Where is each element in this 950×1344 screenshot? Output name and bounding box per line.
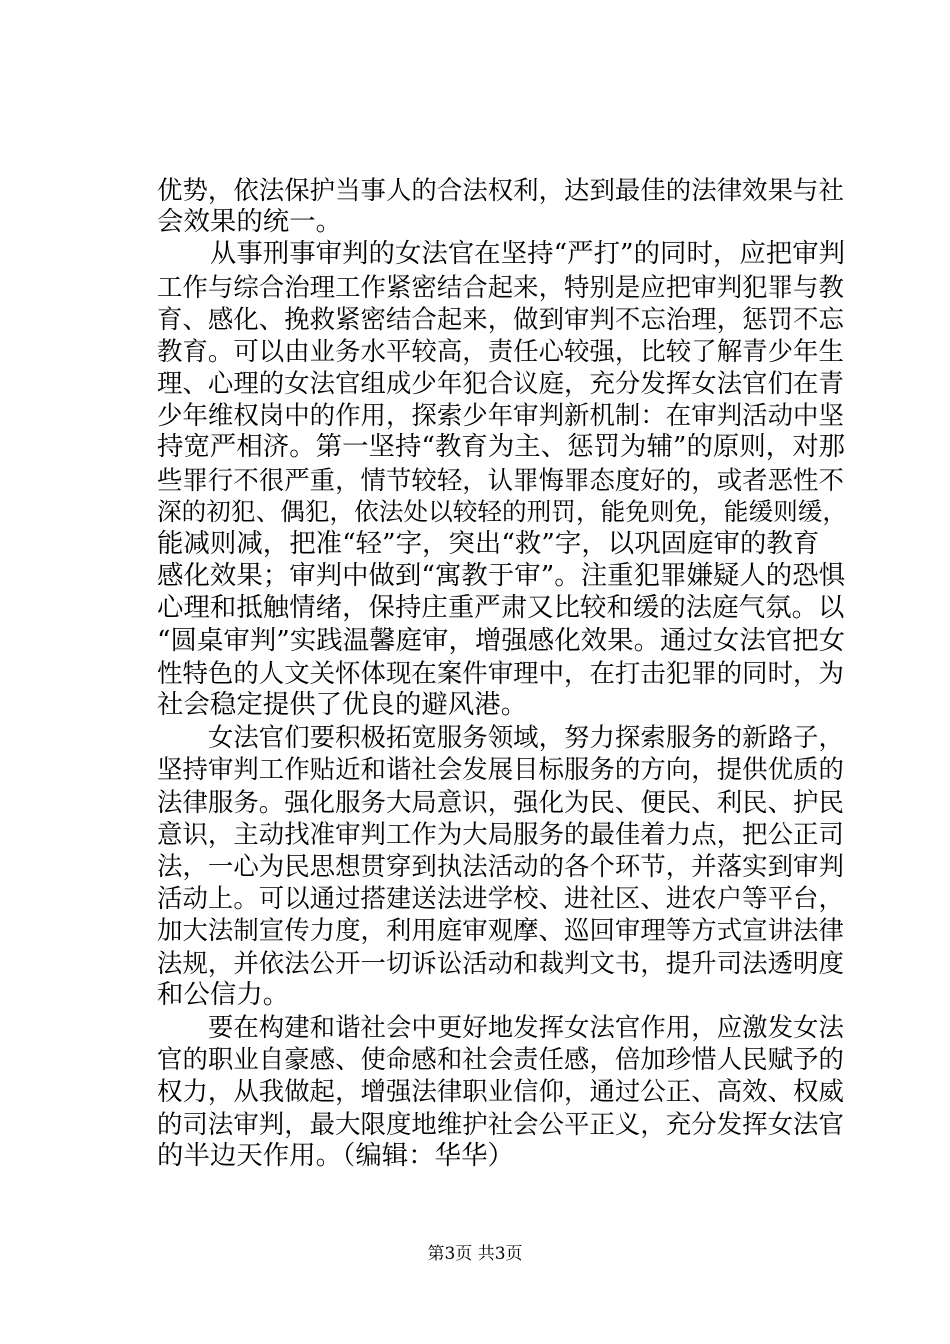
text-line: 会效果的统一。 [157,206,343,237]
text-line: 法规，并依法公开一切诉讼活动和裁判文书，提升司法透明度 [157,948,844,978]
text-line: 感化效果；审判中做到“寓教于审”。注重犯罪嫌疑人的恐惧 [157,560,846,591]
text-line: 法，一心为民思想贯穿到执法活动的各个环节，并落实到审判 [157,851,844,881]
text-line: 坚持审判工作贴近和谐社会发展目标服务的方向，提供优质的 [157,754,844,784]
text-line: 女法官们要积极拓宽服务领域，努力探索服务的新路子， [157,722,844,752]
text-line: 育、感化、挽救紧密结合起来，做到审判不忘治理，惩罚不忘 [157,304,844,334]
text-line: 的司法审判，最大限度地维护社会公平正义，充分发挥女法官 [157,1109,844,1139]
text-line: 的半边天作用。（编辑：华华） [157,1140,514,1171]
text-line: 社会稳定提供了优良的避风港。 [157,689,528,720]
text-line: 活动上。可以通过搭建送法进学校、进社区、进农户等平台， [157,883,844,913]
page-number-footer: 第3页 共3页 [427,1244,523,1264]
text-line: 加大法制宣传力度，利用庭审观摩、巡回审理等方式宣讲法律 [157,915,844,945]
text-line: “圆桌审判”实践温馨庭审，增强感化效果。通过女法官把女 [157,625,846,656]
text-line: 官的职业自豪感、使命感和社会责任感，倍加珍惜人民赋予的 [157,1044,844,1074]
text-line: 教育。可以由业务水平较高，责任心较强，比较了解青少年生 [157,336,844,366]
text-line: 深的初犯、偶犯，依法处以较轻的刑罚，能免则免，能缓则缓， [157,497,848,526]
text-line: 心理和抵触情绪，保持庄重严肃又比较和缓的法庭气氛。以 [157,592,845,623]
text-line: 工作与综合治理工作紧密结合起来，特别是应把审判犯罪与教 [157,272,844,302]
text-line: 要在构建和谐社会中更好地发挥女法官作用，应激发女法 [157,1012,844,1042]
text-line: 持宽严相济。第一坚持“教育为主、惩罚为辅”的原则，对那 [157,431,846,462]
text-line: 权力，从我做起，增强法律职业信仰，通过公正、高效、权威 [157,1076,844,1106]
text-line: 和公信力。 [157,979,290,1010]
text-line: 意识，主动找准审判工作为大局服务的最佳着力点，把公正司 [157,819,844,849]
text-line: 能减则减，把准“轻”字，突出“救”字，以巩固庭审的教育 [157,528,820,559]
text-line: 优势，依法保护当事人的合法权利，达到最佳的法律效果与社 [157,175,844,205]
text-line: 性特色的人文关怀体现在案件审理中，在打击犯罪的同时，为 [157,658,844,688]
text-line: 从事刑事审判的女法官在坚持“严打”的同时，应把审判 [157,238,846,269]
text-line: 理、心理的女法官组成少年犯合议庭，充分发挥女法官们在青 [157,368,844,398]
text-line: 少年维权岗中的作用，探索少年审判新机制：在审判活动中坚 [157,400,844,430]
text-line: 些罪行不很严重，情节较轻，认罪悔罪态度好的，或者恶性不 [157,465,844,495]
text-line: 法律服务。强化服务大局意识，强化为民、便民、利民、护民 [157,787,844,817]
